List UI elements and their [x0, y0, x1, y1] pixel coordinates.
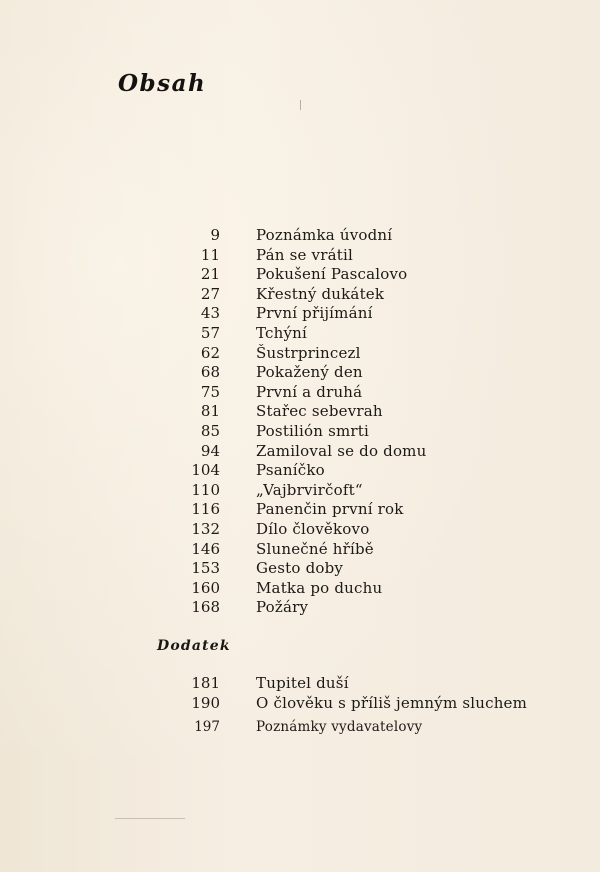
- toc-entry: [0, 363, 600, 383]
- toc-page-number: 116: [191, 500, 220, 519]
- toc-entry-title: Poznámka úvodní: [256, 226, 393, 244]
- toc-entry: [0, 579, 600, 599]
- toc-entry-title: Stařec sebevrah: [256, 402, 383, 421]
- toc-page-number: 57: [200, 323, 220, 342]
- toc-entry: [0, 422, 600, 442]
- toc-page-number: 21: [200, 265, 220, 284]
- toc-page-number: 181: [191, 674, 220, 692]
- toc-entry-title: Gesto doby: [256, 559, 344, 578]
- contents-heading: Obsah: [118, 70, 207, 97]
- toc-entry: [0, 520, 600, 540]
- toc-entry: [0, 461, 600, 481]
- toc-entry-title: Poznámky vydavatelovy: [256, 719, 423, 736]
- toc-entry: [0, 344, 600, 364]
- toc-entry-title: Slunečné hříbě: [256, 539, 374, 558]
- toc-entry: [0, 226, 600, 246]
- toc-entry-title: První a druhá: [256, 382, 363, 401]
- toc-entry-title: Pokažený den: [256, 363, 363, 382]
- toc-page-number: 190: [191, 693, 220, 712]
- appendix-contents: [0, 674, 600, 738]
- toc-page-number: 153: [191, 559, 220, 578]
- toc-entry: [0, 540, 600, 560]
- toc-entry: [0, 598, 600, 618]
- toc-page-number: 110: [191, 480, 220, 499]
- toc-page-number: 104: [191, 461, 220, 480]
- toc-entry: [0, 304, 600, 324]
- footer-rule: [115, 818, 185, 819]
- toc-entry-title: Požáry: [256, 598, 309, 617]
- toc-entry: [0, 383, 600, 403]
- toc-entry-title: Tupitel duší: [256, 674, 349, 692]
- toc-entry-title: Křestný dukátek: [256, 284, 385, 303]
- toc-page-number: 168: [191, 598, 220, 617]
- toc-page-number: 68: [200, 363, 220, 382]
- toc-page-number: 94: [200, 441, 220, 460]
- toc-entry-title: „Vajbrvirčoft“: [256, 480, 363, 499]
- toc-entry-title: Psaníčko: [256, 461, 325, 480]
- toc-page-number: 160: [191, 578, 220, 597]
- toc-entry: [0, 265, 600, 285]
- toc-entry: [0, 402, 600, 422]
- toc-entry-title: První přijímání: [256, 304, 373, 323]
- toc-entry: [0, 500, 600, 520]
- toc-entry-title: Matka po duchu: [256, 578, 383, 597]
- toc-entry: [0, 481, 600, 501]
- toc-page-number: 85: [200, 421, 220, 440]
- toc-entry: [0, 674, 600, 694]
- toc-entry: [0, 442, 600, 462]
- appendix-heading: Dodatek: [157, 638, 231, 654]
- toc-page-number: 75: [200, 382, 220, 401]
- toc-entry: [0, 694, 600, 714]
- toc-entry-title: Šustrprincezl: [256, 343, 361, 362]
- toc-entry: [0, 718, 600, 738]
- toc-entry-title: Dílo člověkovo: [256, 519, 370, 538]
- toc-page-number: 43: [200, 304, 220, 323]
- toc-entry: [0, 324, 600, 344]
- toc-entry-title: Pokušení Pascalovo: [256, 265, 408, 284]
- toc-page-number: 132: [191, 519, 220, 538]
- toc-page-number: 9: [210, 226, 220, 244]
- page-mark: [300, 100, 301, 110]
- toc-entry: [0, 559, 600, 579]
- toc-entry-title: Zamiloval se do domu: [256, 441, 427, 460]
- toc-page-number: 11: [200, 245, 220, 264]
- toc-entry-title: O člověku s příliš jemným sluchem: [256, 693, 528, 712]
- toc-entry-title: Pán se vrátil: [256, 245, 353, 264]
- toc-entry-title: Tchýní: [256, 323, 308, 342]
- toc-entry-title: Panenčin první rok: [256, 500, 404, 519]
- toc-entry-title: Postilión smrti: [256, 421, 370, 440]
- toc-page-number: 81: [200, 402, 220, 421]
- toc-page-number: 27: [200, 284, 220, 303]
- toc-entry: [0, 285, 600, 305]
- table-of-contents: [0, 226, 600, 618]
- toc-entry: [0, 246, 600, 266]
- toc-page-number: 146: [191, 539, 220, 558]
- toc-page-number: 197: [194, 719, 220, 736]
- toc-page-number: 62: [200, 343, 220, 362]
